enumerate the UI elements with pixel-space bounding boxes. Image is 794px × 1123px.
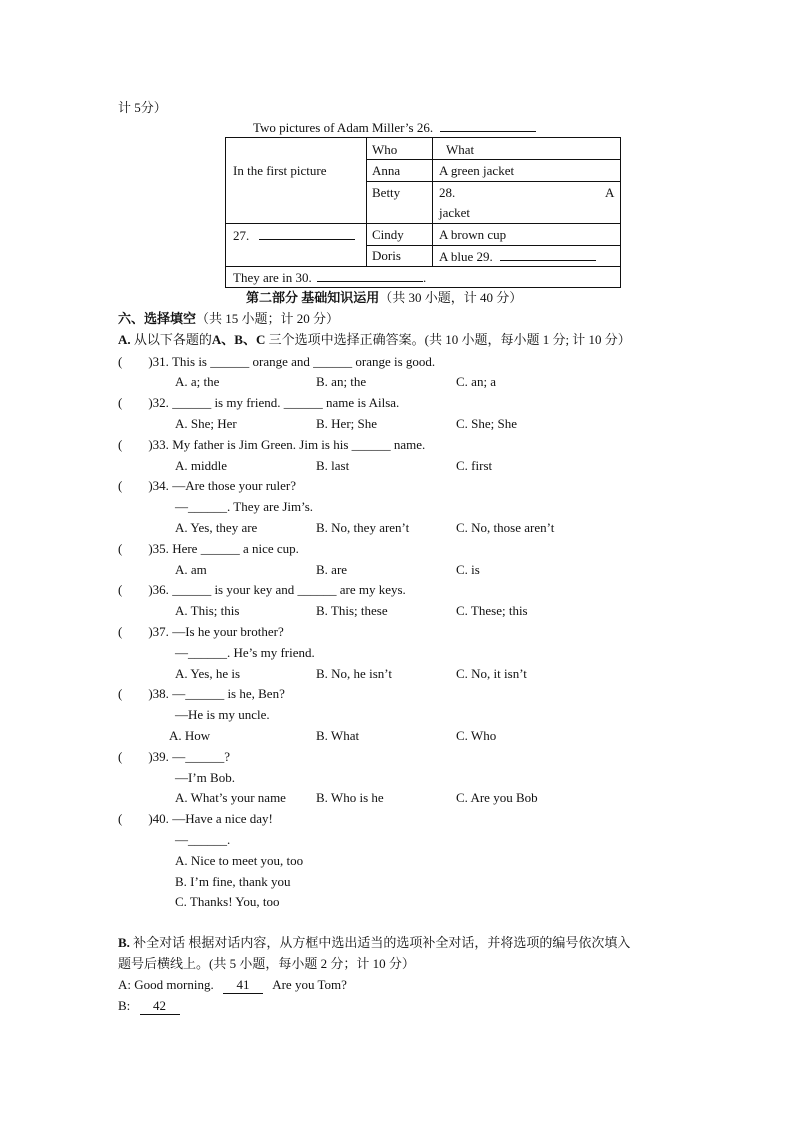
question-32 [118, 395, 399, 411]
question-36 [118, 582, 406, 598]
option-a[interactable]: A. What’s your name [175, 790, 286, 805]
what-doris-text: A blue 29. [439, 249, 493, 264]
option-a[interactable]: A. Yes, he is [175, 666, 241, 681]
answer-paren[interactable]: ( [118, 354, 123, 369]
sectionA-text-post: 三个选项中选择正确答案。(共 10 小题，每小题 1 分; 计 10 分） [268, 332, 631, 347]
dialog-line-a [118, 977, 347, 994]
option-c[interactable]: C. No, those aren’t [456, 520, 555, 535]
who-betty: Betty [372, 185, 401, 200]
speaker-a: A: [118, 977, 131, 992]
question-stem: —Are those your ruler? [172, 478, 297, 493]
question-40 [118, 811, 273, 827]
question-number: )39. [148, 749, 169, 764]
question-38 [118, 686, 285, 702]
row-27-num: 27. [233, 228, 250, 243]
header-what: What [446, 142, 475, 157]
option-c[interactable]: C. first [456, 458, 493, 473]
table-rule [432, 138, 433, 266]
question-number: )37. [148, 624, 169, 639]
question-stem: ______ is your key and ______ are my keys. [172, 582, 406, 597]
answer-paren[interactable]: ( [118, 624, 123, 639]
option-c[interactable]: C. These; this [456, 603, 528, 618]
option-b[interactable]: B. This; these [316, 603, 388, 618]
option-c[interactable]: C. Who [456, 728, 497, 743]
table-rule [366, 181, 621, 182]
question-number: )35. [148, 541, 169, 556]
blank-42[interactable]: 42 [140, 998, 180, 1015]
option-a[interactable]: A. am [175, 562, 207, 577]
section6-note: （共 15 小题；计 20 分） [196, 311, 340, 326]
sectionB-line1: 补全对话 根据对话内容，从方框中选出适当的选项补全对话，并将选项的编号依次填入 [133, 935, 631, 950]
question-stem-reply: —______. [175, 832, 231, 847]
blank-27[interactable] [259, 227, 355, 240]
option-c[interactable]: C. She; She [456, 416, 518, 431]
sectionB-line2: 题号后横线上。(共 5 小题，每小题 2 分；计 10 分） [118, 956, 415, 971]
question-stem: —______ is he, Ben? [172, 686, 285, 701]
dialog-line-b [118, 998, 180, 1015]
speaker-b: B: [118, 998, 131, 1013]
sectionA-text-pre: 从以下各题的 [133, 332, 212, 347]
option-c[interactable]: C. an; a [456, 374, 497, 389]
sectionA-instruction [118, 332, 631, 348]
dialog-a-tail: Are you Tom? [272, 977, 347, 992]
table-rule [226, 223, 621, 224]
what-betty-a: A [605, 185, 615, 200]
option-c[interactable]: C. Thanks! You, too [175, 894, 280, 909]
blank-41[interactable]: 41 [223, 977, 263, 994]
question-stem: My father is Jim Green. Jim is his ______ name. [172, 437, 426, 452]
part2-heading [246, 290, 522, 306]
question-stem: This is ______ orange and ______ orange is good. [171, 354, 436, 369]
answer-paren[interactable]: ( [118, 437, 123, 452]
sectionA-abc: A、B、C [211, 332, 266, 347]
question-number: )33. [148, 437, 169, 452]
option-b[interactable]: B. No, he isn’t [316, 666, 392, 681]
question-stem-reply: —______. He’s my friend. [175, 645, 315, 660]
option-a[interactable]: A. She; Her [175, 416, 237, 431]
option-a[interactable]: A. How [169, 728, 211, 743]
question-35 [118, 541, 299, 557]
answer-paren[interactable]: ( [118, 541, 123, 556]
answer-paren[interactable]: ( [118, 686, 123, 701]
answer-paren[interactable]: ( [118, 582, 123, 597]
question-stem-reply: —I’m Bob. [175, 770, 235, 785]
section6-heading [118, 311, 339, 327]
sectionA-label: A. [118, 332, 131, 347]
top-note: 计 5分） [118, 100, 167, 115]
option-b[interactable]: B. I’m fine, thank you [175, 874, 291, 889]
answer-paren[interactable]: ( [118, 749, 123, 764]
option-c[interactable]: C. Are you Bob [456, 790, 538, 805]
question-37 [118, 624, 284, 640]
question-number: )38. [148, 686, 169, 701]
question-stem: —______? [172, 749, 230, 764]
what-betty-num: 28. [439, 185, 456, 200]
blank-29[interactable] [500, 248, 596, 261]
info-table [225, 137, 621, 288]
answer-paren[interactable]: ( [118, 478, 123, 493]
table-caption [253, 119, 536, 136]
option-c[interactable]: C. No, it isn’t [456, 666, 527, 681]
row-27 [233, 227, 355, 244]
what-anna: A green jacket [439, 163, 515, 178]
option-a[interactable]: A. a; the [175, 374, 220, 389]
first-picture-label: In the first picture [233, 163, 327, 178]
table-rule [226, 266, 621, 267]
option-a[interactable]: A. Yes, they are [175, 520, 258, 535]
part2-title: 第二部分 基础知识运用 [246, 290, 380, 305]
question-39 [118, 749, 230, 765]
table-rule [366, 159, 621, 160]
option-b[interactable]: B. an; the [316, 374, 367, 389]
table-caption-text: Two pictures of Adam Miller’s 26. [253, 120, 434, 135]
table-rule [366, 138, 367, 266]
table-rule [366, 245, 621, 246]
question-stem: Here ______ a nice cup. [172, 541, 299, 556]
table-footer-text: They are in 30. [233, 270, 312, 285]
sectionB-label: B. [118, 935, 130, 950]
question-31 [118, 354, 435, 370]
question-stem: —Is he your brother? [172, 624, 284, 639]
blank-26[interactable] [440, 119, 536, 132]
table-footer: They are in 30. . [233, 270, 427, 285]
option-a[interactable]: A. Nice to meet you, too [175, 853, 304, 868]
option-b[interactable]: B. No, they aren’t [316, 520, 410, 535]
part2-note: （共 30 小题，计 40 分） [379, 290, 523, 305]
question-number: )31. [148, 354, 169, 369]
section6-title: 六、选择填空 [118, 311, 197, 326]
option-b[interactable]: B. last [316, 458, 350, 473]
what-doris [439, 248, 596, 265]
answer-paren[interactable]: ( [118, 811, 123, 826]
who-anna: Anna [372, 163, 401, 178]
option-a[interactable]: A. middle [175, 458, 227, 473]
answer-paren[interactable]: ( [118, 395, 123, 410]
option-a[interactable]: A. This; this [175, 603, 240, 618]
header-who: Who [372, 142, 398, 157]
what-betty-tail: jacket [439, 205, 471, 220]
what-cindy: A brown cup [439, 227, 507, 242]
question-stem-reply: —______. They are Jim’s. [175, 499, 314, 514]
option-c[interactable]: C. is [456, 562, 480, 577]
sectionB-instruction [118, 935, 630, 951]
question-stem: —Have a nice day! [172, 811, 273, 826]
option-b[interactable]: B. What [316, 728, 360, 743]
dialog-a-text: Good morning. [134, 977, 214, 992]
question-33 [118, 437, 425, 453]
blank-30[interactable] [317, 269, 423, 282]
who-doris: Doris [372, 248, 401, 263]
question-stem-reply: —He is my uncle. [175, 707, 270, 722]
question-number: )40. [148, 811, 169, 826]
question-34 [118, 478, 296, 494]
question-number: )32. [148, 395, 169, 410]
question-stem: ______ is my friend. ______ name is Ailsa. [172, 395, 400, 410]
question-number: )36. [148, 582, 169, 597]
option-b[interactable]: B. are [316, 562, 348, 577]
question-number: )34. [148, 478, 169, 493]
who-cindy: Cindy [372, 227, 404, 242]
option-b[interactable]: B. Who is he [316, 790, 384, 805]
option-b[interactable]: B. Her; She [316, 416, 378, 431]
